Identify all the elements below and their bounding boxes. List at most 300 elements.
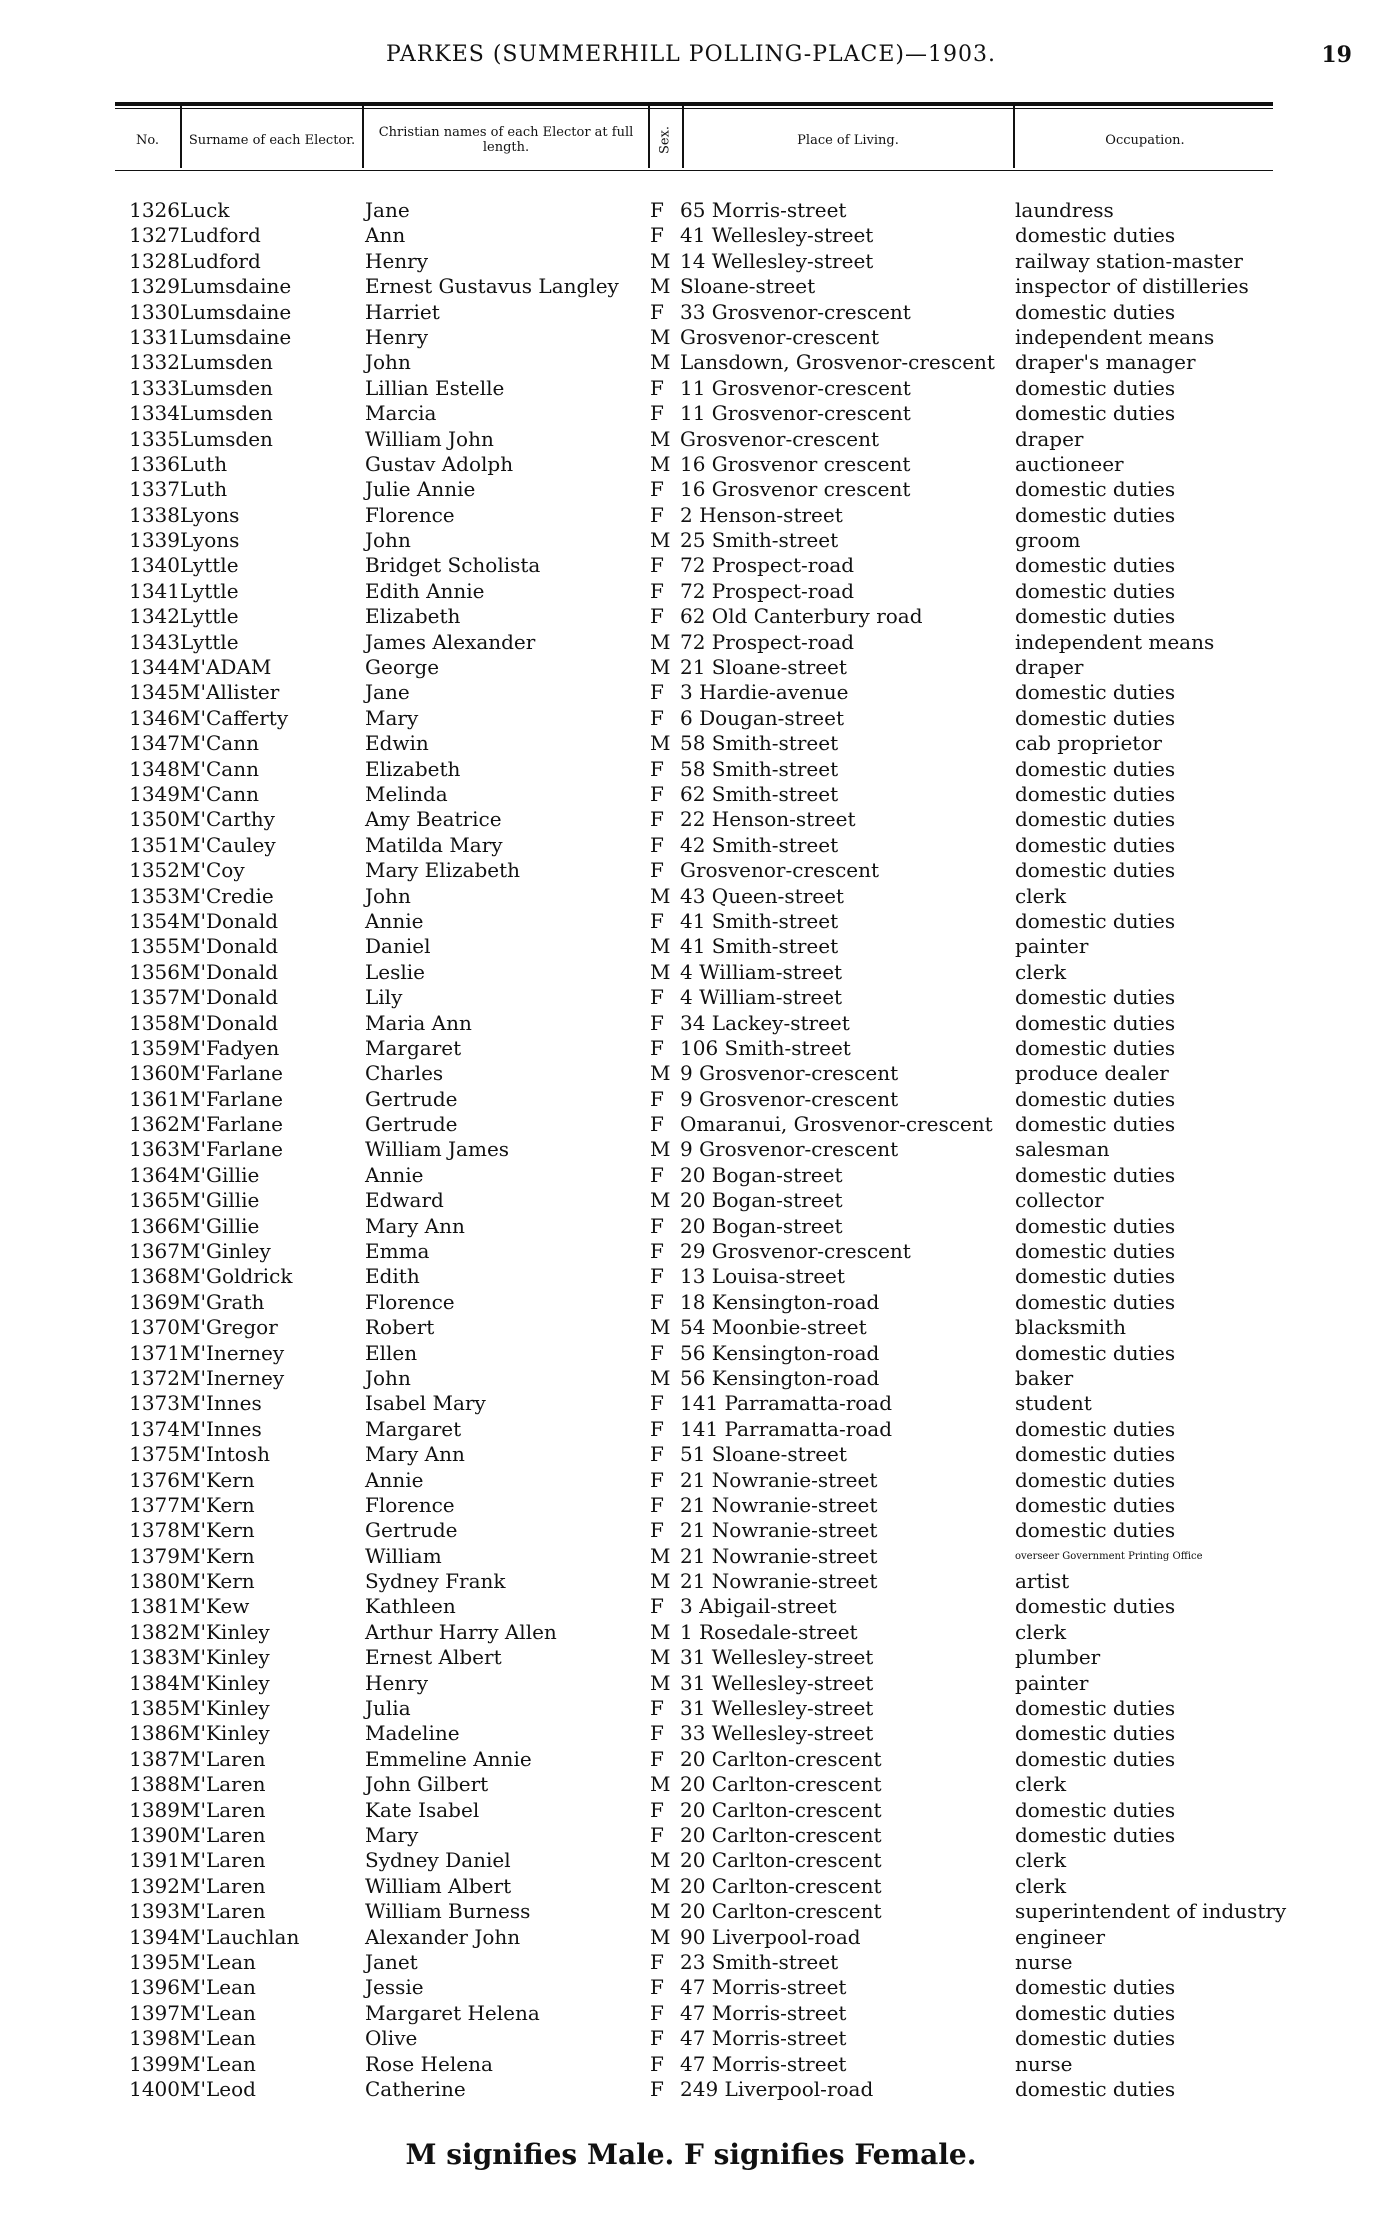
- elector-occupation: auctioneer: [1015, 451, 1124, 476]
- elector-number: 1341: [129, 578, 180, 603]
- table-row: [0, 833, 1382, 858]
- elector-sex: F: [650, 680, 664, 705]
- elector-number: 1361: [129, 1086, 180, 1111]
- elector-surname: M'Ginley: [180, 1239, 271, 1264]
- elector-place-of-living: 34 Lackey-street: [680, 1010, 850, 1035]
- header-christian: Christian names of each Elector at full length.: [378, 125, 634, 155]
- elector-christian-names: William: [365, 1543, 442, 1568]
- elector-christian-names: Annie: [365, 1162, 424, 1187]
- elector-christian-names: Olive: [365, 2026, 418, 2051]
- elector-place-of-living: 1 Rosedale-street: [680, 1619, 858, 1644]
- elector-occupation: domestic duties: [1015, 299, 1176, 324]
- elector-surname: M'Kern: [180, 1492, 255, 1517]
- elector-christian-names: Kathleen: [365, 1594, 456, 1619]
- elector-sex: M: [650, 1772, 671, 1797]
- elector-occupation: domestic duties: [1015, 680, 1176, 705]
- elector-number: 1365: [129, 1188, 180, 1213]
- elector-christian-names: Ellen: [365, 1340, 418, 1365]
- elector-occupation: domestic duties: [1015, 1162, 1176, 1187]
- elector-number: 1339: [129, 528, 180, 553]
- table-row: [0, 630, 1382, 655]
- table-row: [0, 1518, 1382, 1543]
- table-row: [0, 782, 1382, 807]
- elector-sex: F: [650, 1035, 664, 1060]
- elector-number: 1370: [129, 1315, 180, 1340]
- table-row: [0, 1011, 1382, 1036]
- elector-christian-names: Margaret Helena: [365, 2000, 540, 2025]
- elector-sex: F: [650, 1213, 664, 1238]
- elector-number: 1399: [129, 2051, 180, 2076]
- elector-number: 1373: [129, 1391, 180, 1416]
- elector-surname: M'Gillie: [180, 1213, 260, 1238]
- table-row: [0, 1899, 1382, 1924]
- elector-occupation: domestic duties: [1015, 1696, 1176, 1721]
- elector-christian-names: Gustav Adolph: [365, 451, 514, 476]
- elector-sex: M: [650, 1365, 671, 1390]
- elector-surname: Ludford: [180, 223, 261, 248]
- elector-sex: F: [650, 985, 664, 1010]
- elector-christian-names: John: [365, 350, 411, 375]
- elector-sex: F: [650, 1162, 664, 1187]
- elector-occupation: clerk: [1015, 1848, 1067, 1873]
- elector-christian-names: Melinda: [365, 781, 448, 806]
- elector-number: 1340: [129, 553, 180, 578]
- elector-place-of-living: 20 Bogan-street: [680, 1188, 843, 1213]
- elector-surname: M'Gillie: [180, 1188, 260, 1213]
- elector-place-of-living: Grosvenor-crescent: [680, 426, 880, 451]
- elector-sex: F: [650, 1289, 664, 1314]
- header-place: Place of Living.: [797, 132, 899, 148]
- table-row: [0, 1214, 1382, 1239]
- elector-place-of-living: 3 Hardie-avenue: [680, 680, 849, 705]
- elector-number: 1329: [129, 274, 180, 299]
- elector-place-of-living: 20 Carlton-crescent: [680, 1797, 882, 1822]
- table-row: [0, 1188, 1382, 1213]
- header-occupation: Occupation.: [1105, 132, 1185, 148]
- table-row: [0, 604, 1382, 629]
- elector-christian-names: Leslie: [365, 959, 426, 984]
- elector-sex: M: [650, 324, 671, 349]
- elector-place-of-living: 21 Sloane-street: [680, 655, 847, 680]
- elector-surname: M'Laren: [180, 1772, 266, 1797]
- elector-occupation: domestic duties: [1015, 223, 1176, 248]
- elector-surname: M'Farlane: [180, 1086, 284, 1111]
- elector-place-of-living: 21 Nowranie-street: [680, 1467, 878, 1492]
- elector-surname: Ludford: [180, 248, 261, 273]
- elector-sex: M: [650, 350, 671, 375]
- elector-sex: F: [650, 1594, 664, 1619]
- table-row: [0, 1417, 1382, 1442]
- elector-number: 1338: [129, 502, 180, 527]
- elector-place-of-living: 249 Liverpool-road: [680, 2076, 874, 2101]
- elector-place-of-living: 20 Carlton-crescent: [680, 1873, 882, 1898]
- elector-sex: F: [650, 223, 664, 248]
- elector-christian-names: Margaret: [365, 1035, 462, 1060]
- elector-number: 1389: [129, 1797, 180, 1822]
- table-row: [0, 706, 1382, 731]
- elector-place-of-living: 54 Moonbie-street: [680, 1315, 867, 1340]
- elector-christian-names: Janet: [365, 1949, 418, 1974]
- elector-surname: Lumsden: [180, 375, 273, 400]
- table-row: [0, 1290, 1382, 1315]
- elector-occupation: railway station-master: [1015, 248, 1243, 273]
- table-row: [0, 757, 1382, 782]
- table-row: [0, 553, 1382, 578]
- elector-christian-names: William Burness: [365, 1899, 531, 1924]
- elector-sex: M: [650, 959, 671, 984]
- elector-occupation: student: [1015, 1391, 1092, 1416]
- elector-sex: F: [650, 756, 664, 781]
- elector-sex: F: [650, 401, 664, 426]
- elector-place-of-living: 21 Nowranie-street: [680, 1492, 878, 1517]
- elector-occupation: baker: [1015, 1365, 1074, 1390]
- elector-place-of-living: 47 Morris-street: [680, 1975, 847, 2000]
- elector-christian-names: Madeline: [365, 1721, 460, 1746]
- elector-number: 1352: [129, 858, 180, 883]
- table-row: [0, 884, 1382, 909]
- table-row: [0, 1468, 1382, 1493]
- elector-number: 1394: [129, 1924, 180, 1949]
- table-row: [0, 1493, 1382, 1518]
- table-row: [0, 1315, 1382, 1340]
- table-row: [0, 1366, 1382, 1391]
- table-row: [0, 934, 1382, 959]
- table-row: [0, 1391, 1382, 1416]
- elector-sex: F: [650, 1823, 664, 1847]
- elector-place-of-living: 20 Bogan-street: [680, 1162, 843, 1187]
- elector-number: 1364: [129, 1162, 180, 1187]
- elector-sex: F: [650, 1264, 664, 1289]
- elector-place-of-living: 141 Parramatta-road: [680, 1416, 893, 1441]
- elector-sex: F: [650, 832, 664, 857]
- elector-christian-names: Lily: [365, 985, 403, 1010]
- elector-place-of-living: 22 Henson-street: [680, 807, 856, 832]
- elector-place-of-living: 141 Parramatta-road: [680, 1391, 893, 1416]
- elector-occupation: domestic duties: [1015, 1975, 1176, 2000]
- elector-occupation: domestic duties: [1015, 1213, 1176, 1238]
- elector-christian-names: Alexander John: [365, 1924, 521, 1949]
- elector-occupation: clerk: [1015, 1772, 1067, 1797]
- elector-occupation: nurse: [1015, 1949, 1073, 1974]
- elector-christian-names: Rose Helena: [365, 2051, 493, 2076]
- table-row: [0, 2052, 1382, 2077]
- page-number: 19: [1321, 42, 1352, 68]
- elector-christian-names: Gertrude: [365, 1112, 458, 1137]
- elector-sex: F: [650, 198, 664, 222]
- elector-occupation: domestic duties: [1015, 1010, 1176, 1035]
- table-row: [0, 1442, 1382, 1467]
- header-rule-thin: [115, 108, 1273, 109]
- table-row: [0, 503, 1382, 528]
- elector-surname: M'Cafferty: [180, 705, 289, 730]
- elector-sex: F: [650, 1518, 664, 1543]
- table-row: [0, 325, 1382, 350]
- elector-occupation: salesman: [1015, 1137, 1110, 1162]
- elector-place-of-living: 21 Nowranie-street: [680, 1518, 878, 1543]
- table-row: [0, 376, 1382, 401]
- elector-christian-names: William Albert: [365, 1873, 512, 1898]
- elector-surname: M'Intosh: [180, 1442, 270, 1467]
- elector-surname: M'Kern: [180, 1467, 255, 1492]
- table-row: [0, 1163, 1382, 1188]
- elector-christian-names: Florence: [365, 1492, 455, 1517]
- elector-occupation: blacksmith: [1015, 1315, 1126, 1340]
- elector-christian-names: Edwin: [365, 731, 429, 756]
- elector-occupation: domestic duties: [1015, 502, 1176, 527]
- elector-sex: F: [650, 908, 664, 933]
- elector-surname: M'Coy: [180, 858, 245, 883]
- elector-place-of-living: 29 Grosvenor-crescent: [680, 1239, 911, 1264]
- elector-place-of-living: 47 Morris-street: [680, 2000, 847, 2025]
- table-row: [0, 528, 1382, 553]
- elector-occupation: clerk: [1015, 959, 1067, 984]
- elector-sex: F: [650, 1112, 664, 1137]
- elector-surname: M'ADAM: [180, 655, 272, 680]
- elector-occupation: domestic duties: [1015, 1442, 1176, 1467]
- elector-surname: M'Laren: [180, 1899, 266, 1924]
- elector-number: 1375: [129, 1442, 180, 1467]
- table-row: [0, 858, 1382, 883]
- elector-number: 1388: [129, 1772, 180, 1797]
- elector-number: 1349: [129, 781, 180, 806]
- elector-christian-names: Elizabeth: [365, 604, 461, 629]
- elector-occupation: overseer Government Printing Office: [1015, 1550, 1203, 1562]
- elector-number: 1368: [129, 1264, 180, 1289]
- elector-number: 1385: [129, 1696, 180, 1721]
- elector-surname: M'Kinley: [180, 1670, 270, 1695]
- elector-christian-names: Daniel: [365, 934, 431, 959]
- elector-occupation: superintendent of industry: [1015, 1899, 1287, 1924]
- elector-christian-names: Gertrude: [365, 1086, 458, 1111]
- elector-occupation: draper's manager: [1015, 350, 1196, 375]
- elector-number: 1356: [129, 959, 180, 984]
- elector-place-of-living: 9 Grosvenor-crescent: [680, 1061, 899, 1086]
- table-row: [0, 1341, 1382, 1366]
- elector-christian-names: Harriet: [365, 299, 440, 324]
- elector-occupation: artist: [1015, 1569, 1070, 1594]
- elector-sex: F: [650, 2076, 664, 2101]
- elector-place-of-living: 6 Dougan-street: [680, 705, 844, 730]
- elector-christian-names: Ernest Gustavus Langley: [365, 274, 619, 299]
- elector-christian-names: Henry: [365, 324, 429, 349]
- elector-sex: F: [650, 1467, 664, 1492]
- table-row: [0, 1848, 1382, 1873]
- elector-christian-names: Ann: [365, 223, 406, 248]
- elector-christian-names: Florence: [365, 1289, 455, 1314]
- elector-surname: M'Allister: [180, 680, 280, 705]
- elector-christian-names: Ernest Albert: [365, 1645, 502, 1670]
- elector-occupation: domestic duties: [1015, 1289, 1176, 1314]
- elector-christian-names: William James: [365, 1137, 510, 1162]
- elector-surname: M'Cann: [180, 781, 259, 806]
- elector-occupation: produce dealer: [1015, 1061, 1169, 1086]
- elector-number: 1328: [129, 248, 180, 273]
- elector-sex: M: [650, 1061, 671, 1086]
- table-row: [0, 350, 1382, 375]
- elector-sex: F: [650, 2026, 664, 2051]
- table-row: [0, 1772, 1382, 1797]
- elector-number: 1346: [129, 705, 180, 730]
- elector-place-of-living: 31 Wellesley-street: [680, 1696, 874, 1721]
- elector-surname: M'Kew: [180, 1594, 250, 1619]
- elector-place-of-living: 47 Morris-street: [680, 2051, 847, 2076]
- elector-sex: F: [650, 1416, 664, 1441]
- elector-occupation: independent means: [1015, 324, 1215, 349]
- elector-occupation: painter: [1015, 1670, 1089, 1695]
- elector-sex: M: [650, 883, 671, 908]
- table-row: [0, 1671, 1382, 1696]
- elector-christian-names: Mary Elizabeth: [365, 858, 521, 883]
- elector-sex: M: [650, 426, 671, 451]
- elector-sex: F: [650, 1696, 664, 1721]
- elector-number: 1345: [129, 680, 180, 705]
- elector-number: 1343: [129, 629, 180, 654]
- table-row: [0, 807, 1382, 832]
- elector-surname: Lumsden: [180, 350, 273, 375]
- elector-number: 1358: [129, 1010, 180, 1035]
- elector-sex: F: [650, 553, 664, 578]
- elector-surname: M'Innes: [180, 1391, 262, 1416]
- elector-occupation: domestic duties: [1015, 1035, 1176, 1060]
- elector-occupation: domestic duties: [1015, 553, 1176, 578]
- elector-number: 1366: [129, 1213, 180, 1238]
- elector-number: 1397: [129, 2000, 180, 2025]
- elector-christian-names: John: [365, 528, 411, 553]
- elector-surname: M'Goldrick: [180, 1264, 293, 1289]
- elector-sex: F: [650, 781, 664, 806]
- elector-number: 1360: [129, 1061, 180, 1086]
- footer-legend: M signifies Male. F signifies Female.: [405, 2138, 977, 2171]
- table-row: [0, 198, 1382, 223]
- elector-number: 1372: [129, 1365, 180, 1390]
- elector-christian-names: Amy Beatrice: [365, 807, 502, 832]
- elector-number: 1371: [129, 1340, 180, 1365]
- elector-sex: F: [650, 502, 664, 527]
- elector-surname: M'Farlane: [180, 1112, 284, 1137]
- elector-christian-names: Jessie: [365, 1975, 424, 2000]
- elector-place-of-living: 20 Carlton-crescent: [680, 1823, 882, 1847]
- elector-surname: M'Donald: [180, 959, 279, 984]
- elector-occupation: domestic duties: [1015, 1492, 1176, 1517]
- elector-occupation: domestic duties: [1015, 1086, 1176, 1111]
- table-row: [0, 1798, 1382, 1823]
- elector-christian-names: Jane: [365, 680, 410, 705]
- elector-sex: M: [650, 451, 671, 476]
- elector-occupation: domestic duties: [1015, 2026, 1176, 2051]
- elector-sex: F: [650, 299, 664, 324]
- table-row: [0, 985, 1382, 1010]
- elector-christian-names: John: [365, 883, 411, 908]
- table-row: [0, 1569, 1382, 1594]
- elector-sex: F: [650, 2000, 664, 2025]
- elector-place-of-living: 58 Smith-street: [680, 731, 839, 756]
- elector-number: 1380: [129, 1569, 180, 1594]
- elector-number: 1378: [129, 1518, 180, 1543]
- col-divider: [648, 106, 650, 168]
- elector-place-of-living: 9 Grosvenor-crescent: [680, 1086, 899, 1111]
- elector-place-of-living: 33 Grosvenor-crescent: [680, 299, 911, 324]
- elector-sex: F: [650, 1391, 664, 1416]
- elector-sex: M: [650, 248, 671, 273]
- elector-surname: M'Donald: [180, 934, 279, 959]
- elector-surname: M'Kern: [180, 1518, 255, 1543]
- elector-sex: M: [650, 1137, 671, 1162]
- col-divider: [362, 106, 364, 168]
- elector-number: 1398: [129, 2026, 180, 2051]
- elector-number: 1383: [129, 1645, 180, 1670]
- elector-sex: M: [650, 1670, 671, 1695]
- elector-number: 1381: [129, 1594, 180, 1619]
- elector-surname: M'Lean: [180, 2000, 256, 2025]
- elector-place-of-living: 20 Carlton-crescent: [680, 1899, 882, 1924]
- elector-occupation: plumber: [1015, 1645, 1101, 1670]
- elector-christian-names: Edith Annie: [365, 578, 485, 603]
- elector-christian-names: Maria Ann: [365, 1010, 472, 1035]
- elector-surname: Lyttle: [180, 629, 239, 654]
- elector-occupation: domestic duties: [1015, 477, 1176, 502]
- elector-christian-names: Edith: [365, 1264, 420, 1289]
- header-rule-bottom: [115, 170, 1273, 171]
- header-no: No.: [135, 132, 160, 148]
- elector-occupation: domestic duties: [1015, 1797, 1176, 1822]
- elector-christian-names: Emmeline Annie: [365, 1746, 532, 1771]
- elector-place-of-living: 31 Wellesley-street: [680, 1645, 874, 1670]
- elector-sex: F: [650, 1975, 664, 2000]
- elector-place-of-living: 14 Wellesley-street: [680, 248, 874, 273]
- elector-place-of-living: 31 Wellesley-street: [680, 1670, 874, 1695]
- elector-surname: M'Kinley: [180, 1696, 270, 1721]
- elector-surname: Lumsdaine: [180, 324, 292, 349]
- elector-place-of-living: 3 Abigail-street: [680, 1594, 837, 1619]
- elector-place-of-living: Lansdown, Grosvenor-crescent: [680, 350, 995, 375]
- header-rule-thick: [115, 102, 1273, 106]
- elector-number: 1333: [129, 375, 180, 400]
- elector-sex: F: [650, 1492, 664, 1517]
- table-row: [0, 909, 1382, 934]
- elector-number: 1363: [129, 1137, 180, 1162]
- elector-surname: M'Kinley: [180, 1619, 270, 1644]
- elector-place-of-living: 21 Nowranie-street: [680, 1543, 878, 1568]
- elector-occupation: inspector of distilleries: [1015, 274, 1249, 299]
- table-row: [0, 960, 1382, 985]
- elector-place-of-living: 16 Grosvenor crescent: [680, 477, 911, 502]
- elector-surname: M'Lean: [180, 2051, 256, 2076]
- elector-sex: M: [650, 731, 671, 756]
- elector-number: 1391: [129, 1848, 180, 1873]
- elector-occupation: cab proprietor: [1015, 731, 1162, 756]
- elector-surname: Lumsdaine: [180, 274, 292, 299]
- table-row: [0, 1747, 1382, 1772]
- table-row: [0, 2026, 1382, 2051]
- elector-surname: M'Grath: [180, 1289, 265, 1314]
- table-row: [0, 1696, 1382, 1721]
- elector-occupation: collector: [1015, 1188, 1104, 1213]
- elector-surname: M'Kern: [180, 1569, 255, 1594]
- elector-sex: F: [650, 604, 664, 629]
- elector-place-of-living: 56 Kensington-road: [680, 1365, 880, 1390]
- elector-sex: F: [650, 1010, 664, 1035]
- elector-christian-names: Charles: [365, 1061, 444, 1086]
- elector-occupation: domestic duties: [1015, 1112, 1176, 1137]
- elector-surname: Lyttle: [180, 553, 239, 578]
- elector-sex: F: [650, 578, 664, 603]
- elector-place-of-living: 62 Smith-street: [680, 781, 839, 806]
- elector-number: 1330: [129, 299, 180, 324]
- elector-place-of-living: 65 Morris-street: [680, 198, 847, 222]
- elector-sex: M: [650, 1848, 671, 1873]
- elector-surname: Lumsdaine: [180, 299, 292, 324]
- elector-sex: M: [650, 1619, 671, 1644]
